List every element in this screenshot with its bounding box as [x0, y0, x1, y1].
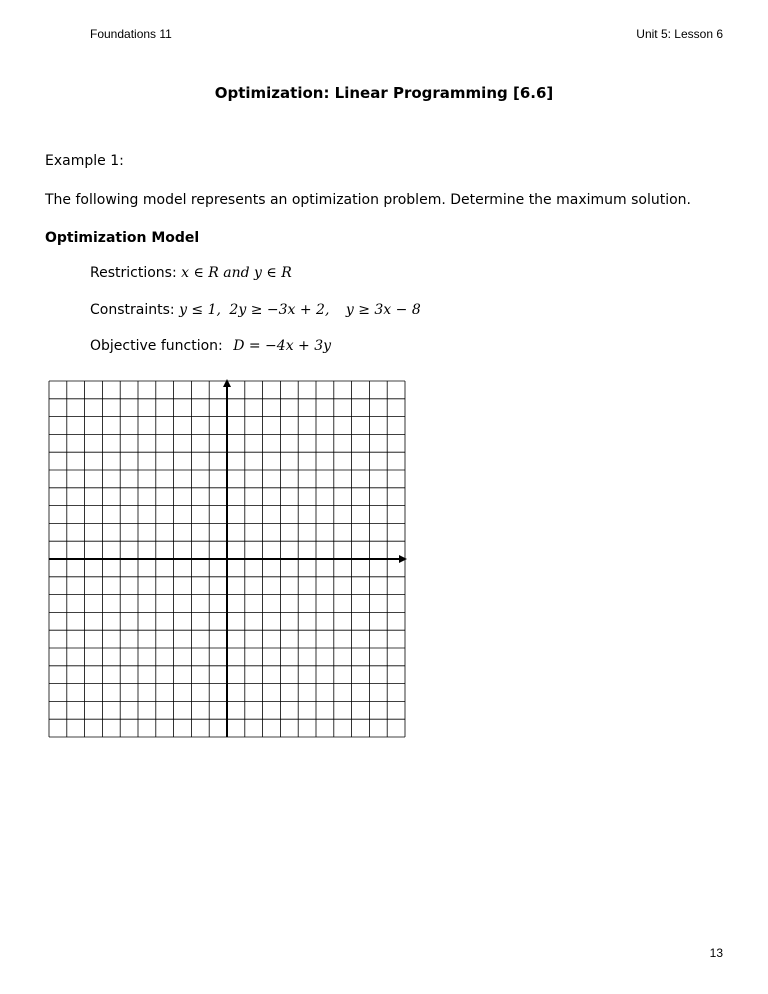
restrictions-expression: x ∈ R and y ∈ R: [181, 265, 292, 281]
header-unit: Unit 5: Lesson 6: [636, 27, 723, 41]
restrictions-label: Restrictions:: [90, 265, 177, 281]
page-number: 13: [709, 946, 723, 960]
constraints-label: Constraints:: [90, 302, 175, 318]
objective-label: Objective function:: [90, 338, 223, 354]
model-heading: Optimization Model: [45, 230, 200, 246]
objective-expression: D = −4x + 3y: [233, 338, 332, 354]
page-title: Optimization: Linear Programming [6.6]: [214, 84, 554, 102]
constraint-1: y ≤ 1,: [179, 302, 221, 318]
constraint-3: y ≥ 3x − 8: [345, 302, 421, 318]
constraint-2: 2y ≥ −3x + 2,: [229, 302, 330, 318]
example-label: Example 1:: [45, 153, 124, 169]
instructions-text: The following model represents an optimization problem. Determine the maximum solution.: [45, 192, 692, 208]
header-course: Foundations 11: [90, 27, 172, 41]
